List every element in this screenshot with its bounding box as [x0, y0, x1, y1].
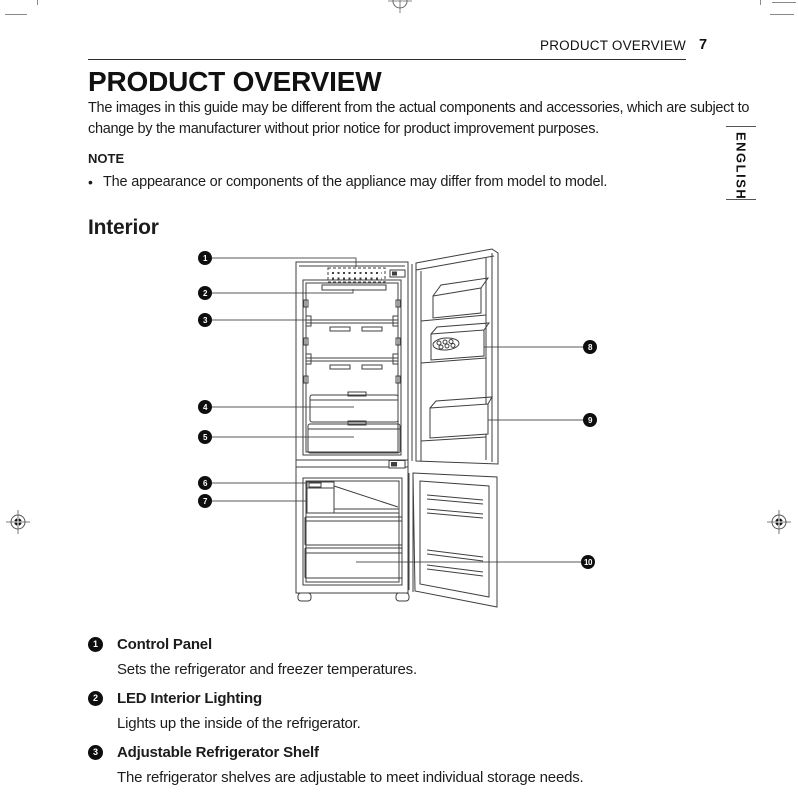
legend-3-description: The refrigerator shelves are adjustable to meet individual storage needs. [117, 769, 584, 786]
legend-2-number-badge: 2 [88, 691, 103, 706]
interior-diagram [0, 245, 798, 630]
note-item [88, 174, 728, 190]
registration-mark-top-center-icon [388, 0, 412, 13]
callout-1-badge: 1 [198, 251, 212, 265]
legend-1-title: Control Panel [117, 635, 212, 653]
section-heading-interior: Interior [88, 216, 159, 239]
callout-9-badge: 9 [583, 413, 597, 427]
legend-1-number-badge: 1 [88, 637, 103, 652]
legend-3-title: Adjustable Refrigerator Shelf [117, 743, 319, 761]
intro-paragraph: The images in this guide may be different from the actual components and accessories, which are subject to change by the manufacturer without prior notice for product improvement purposes. [88, 100, 750, 137]
crop-mark-top-right-horizontal-1 [772, 2, 796, 3]
callout-4-badge: 4 [198, 400, 212, 414]
callout-2-badge: 2 [198, 286, 212, 300]
crop-mark-top-left-horizontal [5, 14, 27, 15]
callout-3-badge: 3 [198, 313, 212, 327]
fridge-cabinet [296, 262, 409, 601]
language-tab-label: ENGLISH [733, 132, 749, 201]
note-heading: NOTE [88, 151, 125, 166]
page-title: PRODUCT OVERVIEW [88, 66, 382, 97]
crop-mark-top-right-vertical [760, 0, 761, 5]
legend-1-description: Sets the refrigerator and freezer temperatures. [117, 661, 417, 678]
legend-item-adjustable-refrigerator-shelf [88, 743, 733, 787]
page-number: 7 [699, 37, 708, 53]
legend-item-led-interior-lighting [88, 689, 733, 733]
bullet-icon: • [88, 174, 93, 190]
refrigerator-line-art [0, 245, 798, 630]
legend-2-title: LED Interior Lighting [117, 689, 262, 707]
freezer-door-open [409, 473, 497, 607]
crop-mark-top-right-horizontal-2 [770, 14, 794, 15]
callout-5-badge: 5 [198, 430, 212, 444]
header-rule [88, 59, 686, 60]
running-header-title: PRODUCT OVERVIEW [540, 38, 686, 53]
legend-item-control-panel [88, 635, 733, 679]
callout-6-badge: 6 [198, 476, 212, 490]
legend-2-description: Lights up the inside of the refrigerator. [117, 715, 361, 732]
legend [88, 635, 733, 797]
fridge-door-open [412, 249, 498, 464]
crop-mark-top-left-vertical [37, 0, 38, 5]
callout-10-badge: 10 [581, 555, 595, 569]
note-item-text: The appearance or components of the appliance may differ from model to model. [103, 174, 608, 190]
legend-3-number-badge: 3 [88, 745, 103, 760]
callout-8-badge: 8 [583, 340, 597, 354]
callout-7-badge: 7 [198, 494, 212, 508]
